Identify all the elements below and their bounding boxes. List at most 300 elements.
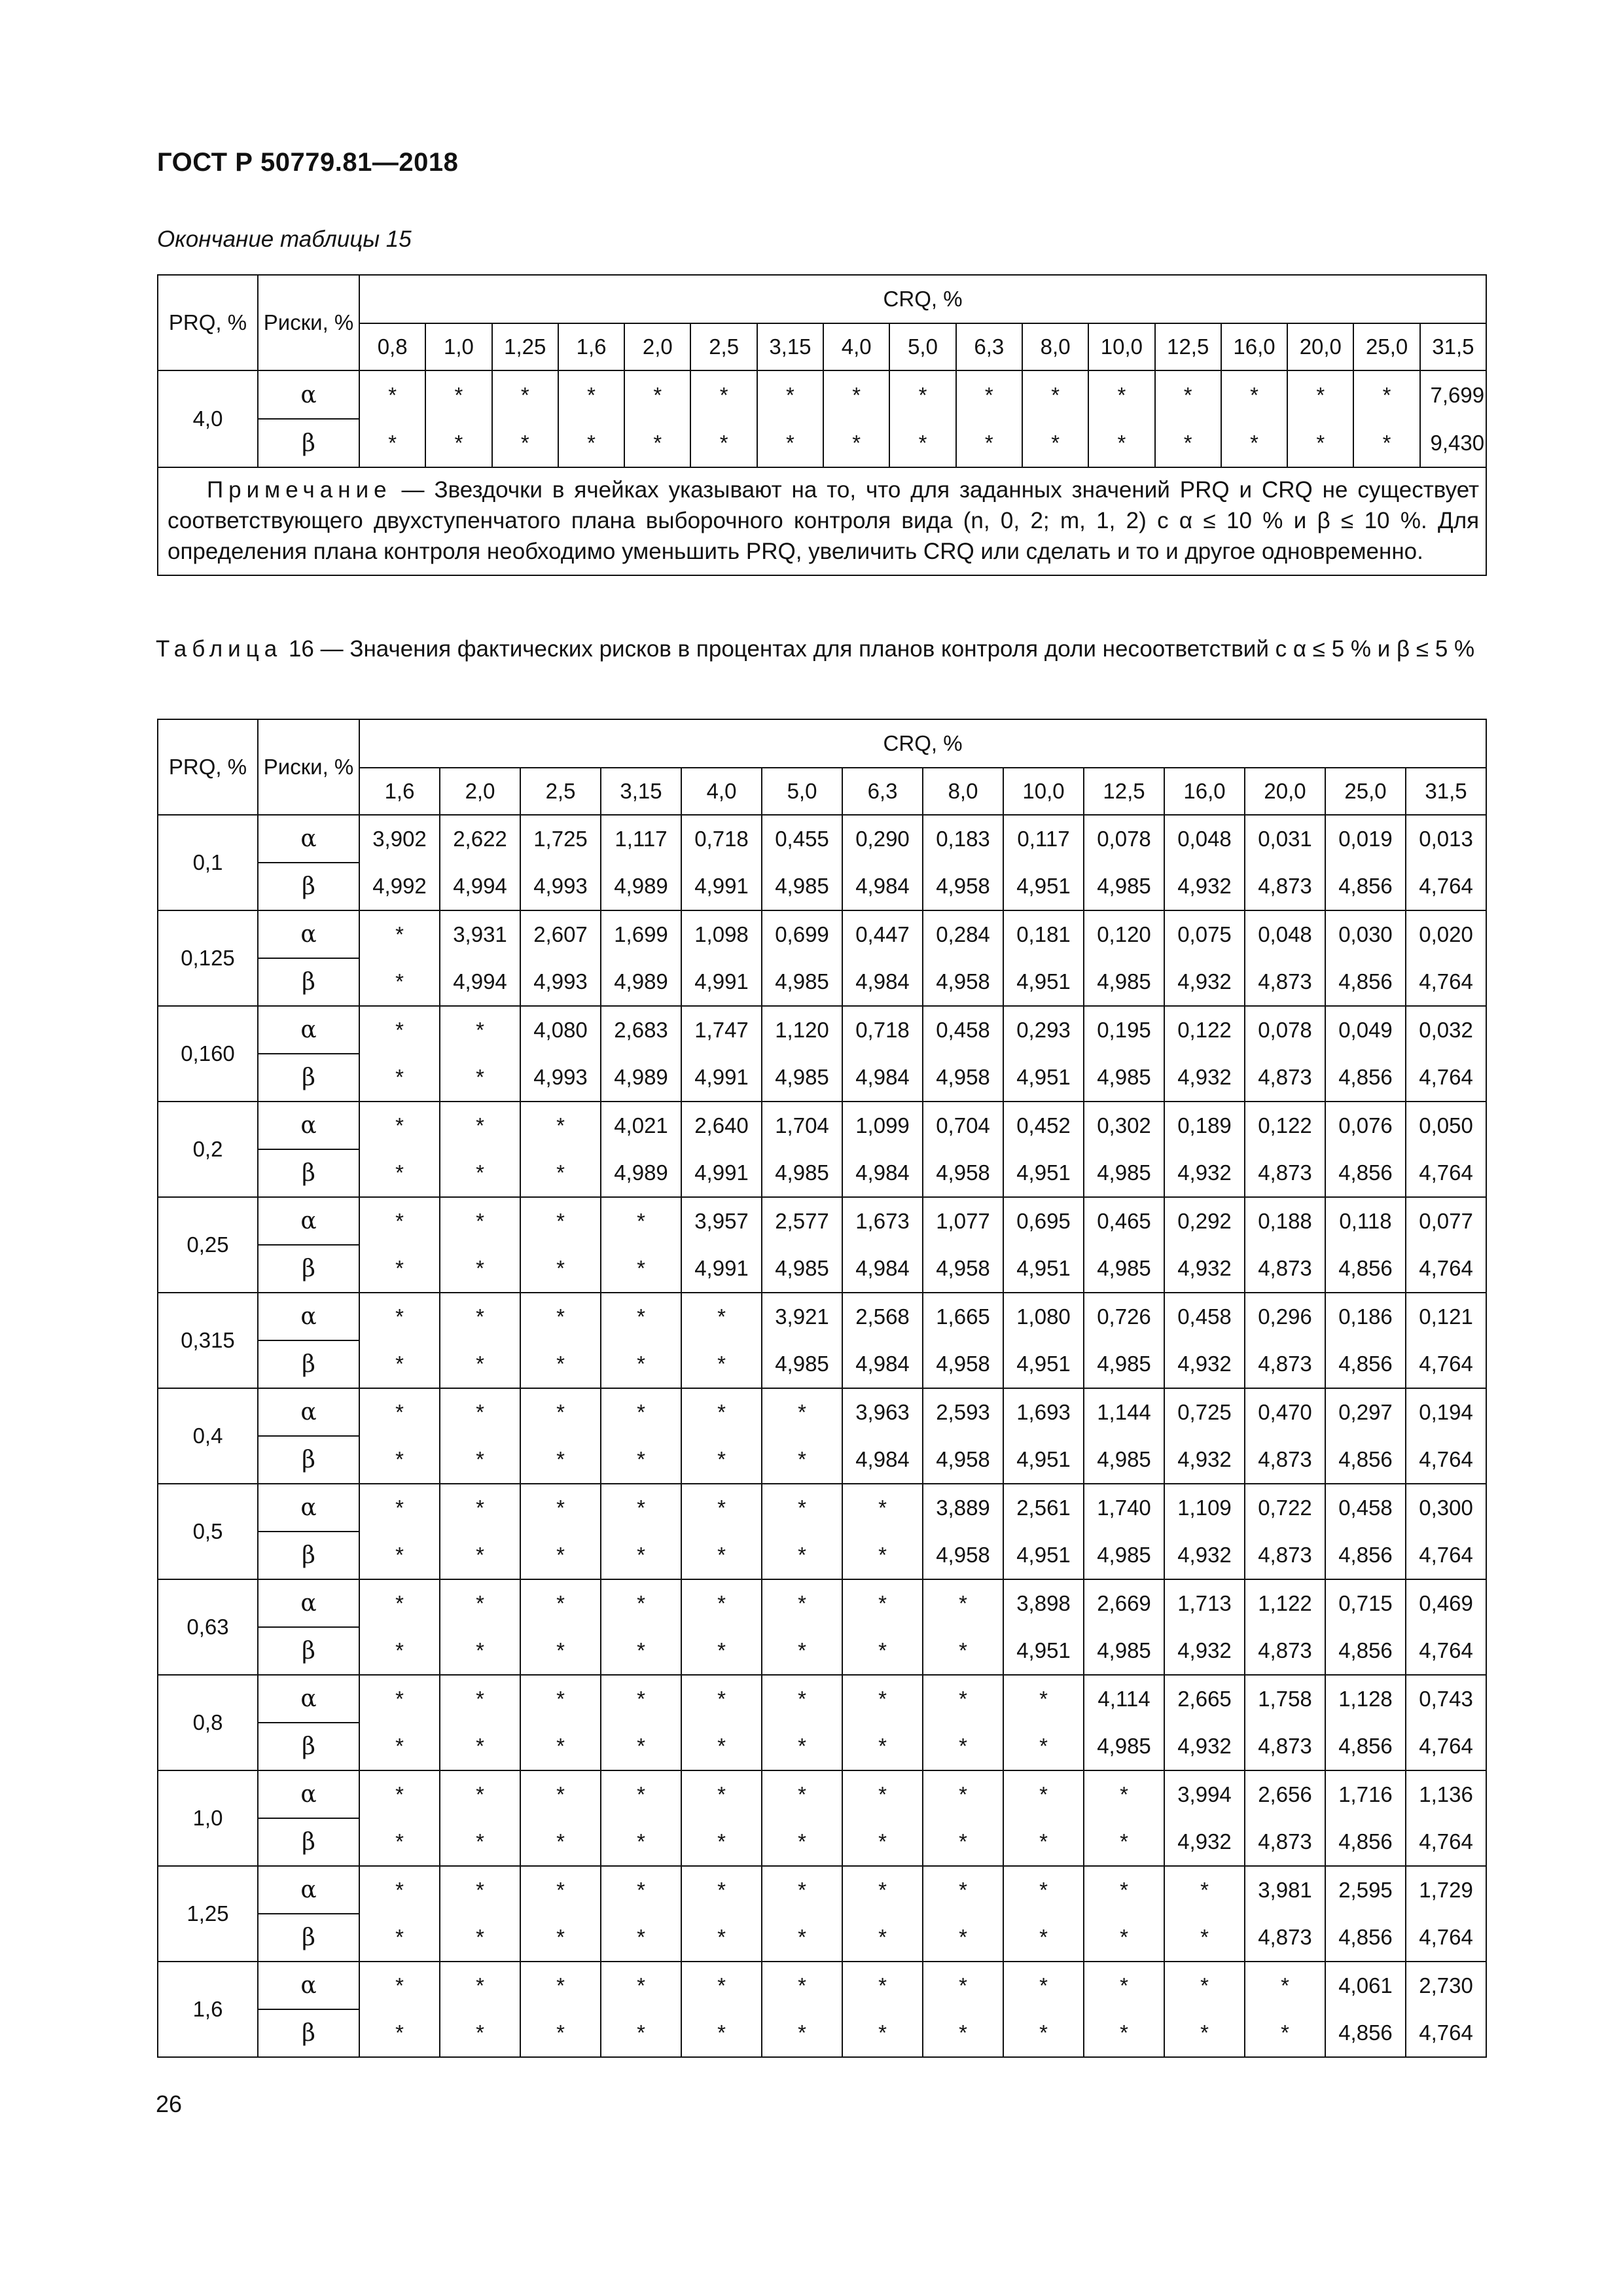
alpha-risk-value: * <box>681 1675 762 1723</box>
beta-risk-value: 4,991 <box>681 863 762 910</box>
beta-risk-value: * <box>1164 1914 1245 1962</box>
crq-value-header: 0,8 <box>359 323 425 370</box>
alpha-risk-value: * <box>359 1388 440 1436</box>
alpha-risk-value: 2,595 <box>1325 1866 1406 1914</box>
alpha-risk-value: 1,109 <box>1164 1484 1245 1532</box>
beta-risk-value: * <box>359 1054 440 1102</box>
beta-risk-value: 4,932 <box>1164 958 1245 1006</box>
beta-risk-value: 4,984 <box>842 1149 923 1197</box>
beta-risk-value: 4,873 <box>1245 1818 1325 1866</box>
table-row <box>158 2009 1486 2057</box>
alpha-risk-value: 0,188 <box>1245 1197 1325 1245</box>
beta-risk-value: 4,958 <box>923 1054 1003 1102</box>
beta-risk-value: 4,932 <box>1164 1532 1245 1579</box>
prq-value: 1,6 <box>158 1962 258 2057</box>
beta-risk-value: 4,764 <box>1406 1149 1486 1197</box>
alpha-risk-value: 1,699 <box>601 910 681 958</box>
alpha-risk-value: 0,447 <box>842 910 923 958</box>
beta-risk-value: * <box>681 1723 762 1770</box>
alpha-risk-value: 1,693 <box>1003 1388 1084 1436</box>
beta-risk-value: 4,985 <box>762 1340 842 1388</box>
alpha-risk-value: 2,656 <box>1245 1770 1325 1818</box>
alpha-risk-label: α <box>258 1484 359 1532</box>
beta-risk-value: 4,991 <box>681 1245 762 1293</box>
crq-value-header: 12,5 <box>1084 768 1164 815</box>
beta-risk-value: * <box>762 1532 842 1579</box>
alpha-risk-value: 7,699 <box>1420 370 1486 419</box>
alpha-risk-value: 0,181 <box>1003 910 1084 958</box>
prq-value: 0,63 <box>158 1579 258 1675</box>
alpha-risk-value: * <box>359 1006 440 1054</box>
prq-value: 4,0 <box>158 370 258 467</box>
beta-risk-value: * <box>359 1627 440 1675</box>
table-row <box>158 910 1486 958</box>
alpha-risk-value: * <box>425 370 491 419</box>
beta-risk-label: β <box>258 1149 359 1197</box>
alpha-risk-value: * <box>1003 1866 1084 1914</box>
beta-risk-value: 4,985 <box>1084 1245 1164 1293</box>
table-row <box>158 1054 1486 1102</box>
alpha-risk-value: * <box>681 1484 762 1532</box>
alpha-risk-label: α <box>258 1675 359 1723</box>
alpha-risk-value: * <box>440 1006 520 1054</box>
alpha-risk-value: * <box>359 1770 440 1818</box>
alpha-risk-value: * <box>1003 1770 1084 1818</box>
beta-risk-value: 4,873 <box>1245 1436 1325 1484</box>
table-15 <box>157 274 1487 576</box>
alpha-risk-label: α <box>258 1197 359 1245</box>
alpha-risk-value: 1,120 <box>762 1006 842 1054</box>
beta-risk-value: * <box>359 1245 440 1293</box>
alpha-risk-value: 3,981 <box>1245 1866 1325 1914</box>
alpha-risk-value: * <box>1164 1866 1245 1914</box>
alpha-risk-value: * <box>1003 1962 1084 2009</box>
alpha-risk-value: * <box>762 1484 842 1532</box>
prq-value: 0,4 <box>158 1388 258 1484</box>
alpha-risk-value: 3,889 <box>923 1484 1003 1532</box>
alpha-risk-value: * <box>1287 370 1353 419</box>
beta-risk-value: 4,989 <box>601 958 681 1006</box>
table-row <box>158 1340 1486 1388</box>
alpha-risk-value: 2,730 <box>1406 1962 1486 2009</box>
beta-risk-value: 4,985 <box>1084 1340 1164 1388</box>
beta-risk-value: 4,958 <box>923 863 1003 910</box>
alpha-risk-value: * <box>681 1866 762 1914</box>
alpha-risk-value: * <box>440 1484 520 1532</box>
beta-risk-value: 4,951 <box>1003 863 1084 910</box>
beta-risk-value: 4,932 <box>1164 1054 1245 1102</box>
beta-risk-label: β <box>258 1723 359 1770</box>
prq-column-header: PRQ, % <box>158 719 258 815</box>
crq-value-header: 1,6 <box>558 323 624 370</box>
alpha-risk-value: * <box>601 1866 681 1914</box>
beta-risk-value: * <box>520 1245 601 1293</box>
beta-risk-value: 4,764 <box>1406 863 1486 910</box>
beta-risk-value: 4,985 <box>1084 1054 1164 1102</box>
beta-risk-value: 4,932 <box>1164 863 1245 910</box>
alpha-risk-value: 3,963 <box>842 1388 923 1436</box>
alpha-risk-value: * <box>601 1197 681 1245</box>
alpha-risk-value: * <box>842 1484 923 1532</box>
beta-risk-value: 4,989 <box>601 1149 681 1197</box>
alpha-risk-value: 4,114 <box>1084 1675 1164 1723</box>
beta-risk-label: β <box>258 1245 359 1293</box>
beta-risk-value: 4,951 <box>1003 1149 1084 1197</box>
alpha-risk-value: * <box>440 1579 520 1627</box>
alpha-risk-label: α <box>258 1388 359 1436</box>
crq-value-header: 2,0 <box>624 323 690 370</box>
beta-risk-value: * <box>520 1723 601 1770</box>
beta-risk-value: * <box>359 1532 440 1579</box>
alpha-risk-value: 1,077 <box>923 1197 1003 1245</box>
alpha-risk-value: * <box>1353 370 1419 419</box>
beta-risk-value: 4,985 <box>1084 863 1164 910</box>
alpha-risk-value: * <box>601 1293 681 1340</box>
alpha-risk-value: * <box>923 1675 1003 1723</box>
beta-risk-value: 4,951 <box>1003 958 1084 1006</box>
beta-risk-value: * <box>440 1436 520 1484</box>
table-16-caption-text: 16 — Значения фактических рисков в процентах для планов контроля доли несоответствий с α ≤ 5 % и β ≤ 5 % <box>282 636 1475 662</box>
alpha-risk-value: 1,747 <box>681 1006 762 1054</box>
alpha-risk-value: * <box>681 1770 762 1818</box>
table-row <box>158 1818 1486 1866</box>
beta-risk-value: * <box>520 1627 601 1675</box>
table-row <box>158 419 1486 467</box>
alpha-risk-value: * <box>359 1293 440 1340</box>
alpha-risk-value: 0,458 <box>1325 1484 1406 1532</box>
beta-risk-value: 4,856 <box>1325 1914 1406 1962</box>
alpha-risk-value: 0,458 <box>1164 1293 1245 1340</box>
beta-risk-value: * <box>681 1340 762 1388</box>
table-row <box>158 1627 1486 1675</box>
beta-risk-label: β <box>258 1436 359 1484</box>
alpha-risk-value: * <box>520 1675 601 1723</box>
alpha-risk-value: * <box>520 1197 601 1245</box>
beta-risk-value: * <box>1084 2009 1164 2057</box>
beta-risk-value: 4,989 <box>601 1054 681 1102</box>
alpha-risk-value: 1,729 <box>1406 1866 1486 1914</box>
beta-risk-value: 4,856 <box>1325 1627 1406 1675</box>
beta-risk-value: 4,994 <box>440 958 520 1006</box>
beta-risk-value: 4,993 <box>520 863 601 910</box>
beta-risk-value: * <box>762 2009 842 2057</box>
alpha-risk-value: * <box>762 1770 842 1818</box>
alpha-risk-value: 1,099 <box>842 1102 923 1149</box>
beta-risk-value: * <box>923 2009 1003 2057</box>
beta-risk-value: * <box>842 1914 923 1962</box>
alpha-risk-value: 0,031 <box>1245 815 1325 863</box>
beta-risk-value: * <box>359 1914 440 1962</box>
alpha-risk-value: 0,722 <box>1245 1484 1325 1532</box>
beta-risk-value: 4,984 <box>842 958 923 1006</box>
beta-risk-value: 4,856 <box>1325 1532 1406 1579</box>
prq-value: 0,1 <box>158 815 258 910</box>
beta-risk-value: * <box>1084 1914 1164 1962</box>
alpha-risk-value: 0,048 <box>1245 910 1325 958</box>
beta-risk-value: * <box>440 1914 520 1962</box>
prq-value: 0,25 <box>158 1197 258 1293</box>
alpha-risk-value: 0,455 <box>762 815 842 863</box>
beta-risk-value: * <box>1245 2009 1325 2057</box>
alpha-risk-value: 4,080 <box>520 1006 601 1054</box>
beta-risk-value: * <box>440 1627 520 1675</box>
beta-risk-value: * <box>842 2009 923 2057</box>
alpha-risk-value: 0,695 <box>1003 1197 1084 1245</box>
alpha-risk-value: 2,577 <box>762 1197 842 1245</box>
beta-risk-value: * <box>359 1149 440 1197</box>
beta-risk-value: 4,991 <box>681 1149 762 1197</box>
beta-risk-value: 4,856 <box>1325 1818 1406 1866</box>
crq-value-header: 5,0 <box>889 323 955 370</box>
alpha-risk-value: 1,136 <box>1406 1770 1486 1818</box>
beta-risk-value: * <box>601 1436 681 1484</box>
alpha-risk-label: α <box>258 1293 359 1340</box>
crq-value-header: 16,0 <box>1221 323 1287 370</box>
beta-risk-value: * <box>440 1818 520 1866</box>
beta-risk-value: * <box>842 1818 923 1866</box>
table-15-continuation-caption: Окончание таблицы 15 <box>157 226 412 252</box>
alpha-risk-value: 1,117 <box>601 815 681 863</box>
beta-risk-value: 4,985 <box>762 1149 842 1197</box>
beta-risk-value: 4,958 <box>923 1532 1003 1579</box>
beta-risk-value: * <box>762 1723 842 1770</box>
beta-risk-value: * <box>601 1914 681 1962</box>
alpha-risk-value: 1,665 <box>923 1293 1003 1340</box>
crq-value-header: 20,0 <box>1287 323 1353 370</box>
beta-risk-label: β <box>258 1340 359 1388</box>
beta-risk-label: β <box>258 1818 359 1866</box>
prq-value: 1,0 <box>158 1770 258 1866</box>
alpha-risk-label: α <box>258 1579 359 1627</box>
crq-value-header: 12,5 <box>1155 323 1221 370</box>
beta-risk-value: * <box>762 1436 842 1484</box>
alpha-risk-value: * <box>1084 1770 1164 1818</box>
alpha-risk-value: * <box>359 1197 440 1245</box>
alpha-risk-value: 0,725 <box>1164 1388 1245 1436</box>
alpha-risk-value: * <box>601 1388 681 1436</box>
alpha-risk-value: * <box>601 1675 681 1723</box>
beta-risk-value: * <box>520 2009 601 2057</box>
crq-value-header: 16,0 <box>1164 768 1245 815</box>
alpha-risk-value: * <box>440 1866 520 1914</box>
beta-risk-value: 4,985 <box>1084 1723 1164 1770</box>
alpha-risk-value: 0,290 <box>842 815 923 863</box>
beta-risk-value: * <box>923 1723 1003 1770</box>
alpha-risk-value: 0,189 <box>1164 1102 1245 1149</box>
table-row <box>158 1006 1486 1054</box>
beta-risk-value: 4,984 <box>842 1340 923 1388</box>
document-header: ГОСТ Р 50779.81—2018 <box>157 148 459 177</box>
beta-risk-value: * <box>440 2009 520 2057</box>
beta-risk-value: 4,958 <box>923 1149 1003 1197</box>
beta-risk-value: * <box>359 1818 440 1866</box>
alpha-risk-value: 3,994 <box>1164 1770 1245 1818</box>
alpha-risk-value: 2,665 <box>1164 1675 1245 1723</box>
crq-value-header: 4,0 <box>681 768 762 815</box>
alpha-risk-value: * <box>842 1866 923 1914</box>
beta-risk-value: 4,873 <box>1245 1340 1325 1388</box>
alpha-risk-value: * <box>681 1293 762 1340</box>
table-16-caption-label: Таблица <box>156 636 283 662</box>
crq-value-header: 1,0 <box>425 323 491 370</box>
beta-risk-value: 4,951 <box>1003 1245 1084 1293</box>
beta-risk-value: * <box>1022 419 1088 467</box>
crq-value-header: 31,5 <box>1420 323 1486 370</box>
table-row <box>158 1484 1486 1532</box>
beta-risk-value: * <box>681 1436 762 1484</box>
beta-risk-value: * <box>1155 419 1221 467</box>
alpha-risk-value: * <box>1003 1675 1084 1723</box>
alpha-risk-value: * <box>520 1866 601 1914</box>
beta-risk-value: * <box>889 419 955 467</box>
risk-column-header: Риски, % <box>258 275 359 370</box>
beta-risk-value: * <box>601 1532 681 1579</box>
alpha-risk-label: α <box>258 1866 359 1914</box>
alpha-risk-value: 0,117 <box>1003 815 1084 863</box>
alpha-risk-value: * <box>520 1962 601 2009</box>
beta-risk-value: 4,764 <box>1406 1340 1486 1388</box>
alpha-risk-value: 0,049 <box>1325 1006 1406 1054</box>
beta-risk-value: 4,873 <box>1245 958 1325 1006</box>
beta-risk-value: 4,873 <box>1245 1245 1325 1293</box>
alpha-risk-value: * <box>440 1197 520 1245</box>
crq-value-header: 31,5 <box>1406 768 1486 815</box>
beta-risk-value: * <box>1003 1818 1084 1866</box>
alpha-risk-value: 0,726 <box>1084 1293 1164 1340</box>
beta-risk-value: * <box>359 958 440 1006</box>
table-row <box>158 1962 1486 2009</box>
alpha-risk-value: 0,032 <box>1406 1006 1486 1054</box>
beta-risk-value: * <box>440 1245 520 1293</box>
alpha-risk-value: * <box>757 370 823 419</box>
beta-risk-value: 4,985 <box>762 1245 842 1293</box>
crq-value-header: 1,25 <box>492 323 558 370</box>
beta-risk-value: 4,985 <box>762 958 842 1006</box>
beta-risk-value: * <box>762 1818 842 1866</box>
crq-column-header: CRQ, % <box>359 275 1486 323</box>
beta-risk-value: * <box>601 1723 681 1770</box>
beta-risk-value: * <box>440 1054 520 1102</box>
beta-risk-value: 4,764 <box>1406 1627 1486 1675</box>
alpha-risk-value: * <box>558 370 624 419</box>
beta-risk-value: 4,992 <box>359 863 440 910</box>
table-row <box>158 1770 1486 1818</box>
beta-risk-value: 4,856 <box>1325 1054 1406 1102</box>
alpha-risk-value: 0,302 <box>1084 1102 1164 1149</box>
alpha-risk-value: 1,128 <box>1325 1675 1406 1723</box>
beta-risk-value: 4,873 <box>1245 1723 1325 1770</box>
alpha-risk-value: * <box>923 1770 1003 1818</box>
alpha-risk-value: 3,921 <box>762 1293 842 1340</box>
beta-risk-value: * <box>690 419 757 467</box>
beta-risk-value: * <box>440 1149 520 1197</box>
alpha-risk-value: * <box>359 1484 440 1532</box>
alpha-risk-value: 0,458 <box>923 1006 1003 1054</box>
alpha-risk-value: * <box>359 1675 440 1723</box>
beta-risk-value: 4,873 <box>1245 1149 1325 1197</box>
alpha-risk-value: * <box>842 1675 923 1723</box>
alpha-risk-value: 0,120 <box>1084 910 1164 958</box>
beta-risk-value: 4,991 <box>681 1054 762 1102</box>
alpha-risk-value: 0,195 <box>1084 1006 1164 1054</box>
beta-risk-value: 4,958 <box>923 958 1003 1006</box>
beta-risk-value: 4,856 <box>1325 863 1406 910</box>
beta-risk-value: * <box>842 1723 923 1770</box>
table-row <box>158 1149 1486 1197</box>
crq-value-header: 2,0 <box>440 768 520 815</box>
alpha-risk-value: * <box>359 1866 440 1914</box>
table-row <box>158 1532 1486 1579</box>
beta-risk-value: * <box>923 1914 1003 1962</box>
prq-value: 0,160 <box>158 1006 258 1102</box>
alpha-risk-label: α <box>258 370 359 419</box>
alpha-risk-value: * <box>823 370 889 419</box>
alpha-risk-value: * <box>624 370 690 419</box>
alpha-risk-value: * <box>492 370 558 419</box>
beta-risk-value: 4,958 <box>923 1436 1003 1484</box>
beta-risk-value: * <box>601 1818 681 1866</box>
alpha-risk-value: * <box>1022 370 1088 419</box>
alpha-risk-value: 0,469 <box>1406 1579 1486 1627</box>
alpha-risk-value: 0,718 <box>681 815 762 863</box>
beta-risk-value: 4,856 <box>1325 1149 1406 1197</box>
table-15-note <box>158 467 1486 575</box>
beta-risk-value: * <box>823 419 889 467</box>
alpha-risk-value: * <box>762 1675 842 1723</box>
alpha-risk-value: 0,293 <box>1003 1006 1084 1054</box>
alpha-risk-value: * <box>1084 1866 1164 1914</box>
beta-risk-value: * <box>1287 419 1353 467</box>
beta-risk-value: 4,989 <box>601 863 681 910</box>
beta-risk-value: 4,764 <box>1406 2009 1486 2057</box>
beta-risk-value: 4,984 <box>842 1054 923 1102</box>
alpha-risk-value: 2,622 <box>440 815 520 863</box>
alpha-risk-value: 0,019 <box>1325 815 1406 863</box>
alpha-risk-value: * <box>762 1579 842 1627</box>
alpha-risk-value: 0,284 <box>923 910 1003 958</box>
page-number: 26 <box>156 2090 183 2117</box>
alpha-risk-value: 0,077 <box>1406 1197 1486 1245</box>
alpha-risk-value: * <box>520 1770 601 1818</box>
alpha-risk-value: 0,122 <box>1164 1006 1245 1054</box>
alpha-risk-value: 2,683 <box>601 1006 681 1054</box>
alpha-risk-value: * <box>359 1579 440 1627</box>
alpha-risk-value: * <box>359 1962 440 2009</box>
beta-risk-value: 4,873 <box>1245 1914 1325 1962</box>
beta-risk-value: * <box>440 1340 520 1388</box>
beta-risk-value: * <box>520 1914 601 1962</box>
beta-risk-value: 4,994 <box>440 863 520 910</box>
alpha-risk-value: * <box>601 1770 681 1818</box>
beta-risk-value: * <box>956 419 1022 467</box>
beta-risk-value: 4,856 <box>1325 1436 1406 1484</box>
alpha-risk-value: * <box>440 1102 520 1149</box>
beta-risk-value: * <box>601 1627 681 1675</box>
alpha-risk-value: * <box>842 1579 923 1627</box>
beta-risk-value: 4,984 <box>842 863 923 910</box>
alpha-risk-value: 2,568 <box>842 1293 923 1340</box>
beta-risk-value: 4,985 <box>1084 1627 1164 1675</box>
crq-value-header: 25,0 <box>1353 323 1419 370</box>
beta-risk-value: 4,932 <box>1164 1723 1245 1770</box>
beta-risk-value: 4,984 <box>842 1245 923 1293</box>
crq-value-header: 6,3 <box>842 768 923 815</box>
alpha-risk-value: 0,183 <box>923 815 1003 863</box>
beta-risk-label: β <box>258 863 359 910</box>
beta-risk-value: 4,764 <box>1406 1054 1486 1102</box>
alpha-risk-value: 2,669 <box>1084 1579 1164 1627</box>
beta-risk-value: 4,873 <box>1245 1054 1325 1102</box>
